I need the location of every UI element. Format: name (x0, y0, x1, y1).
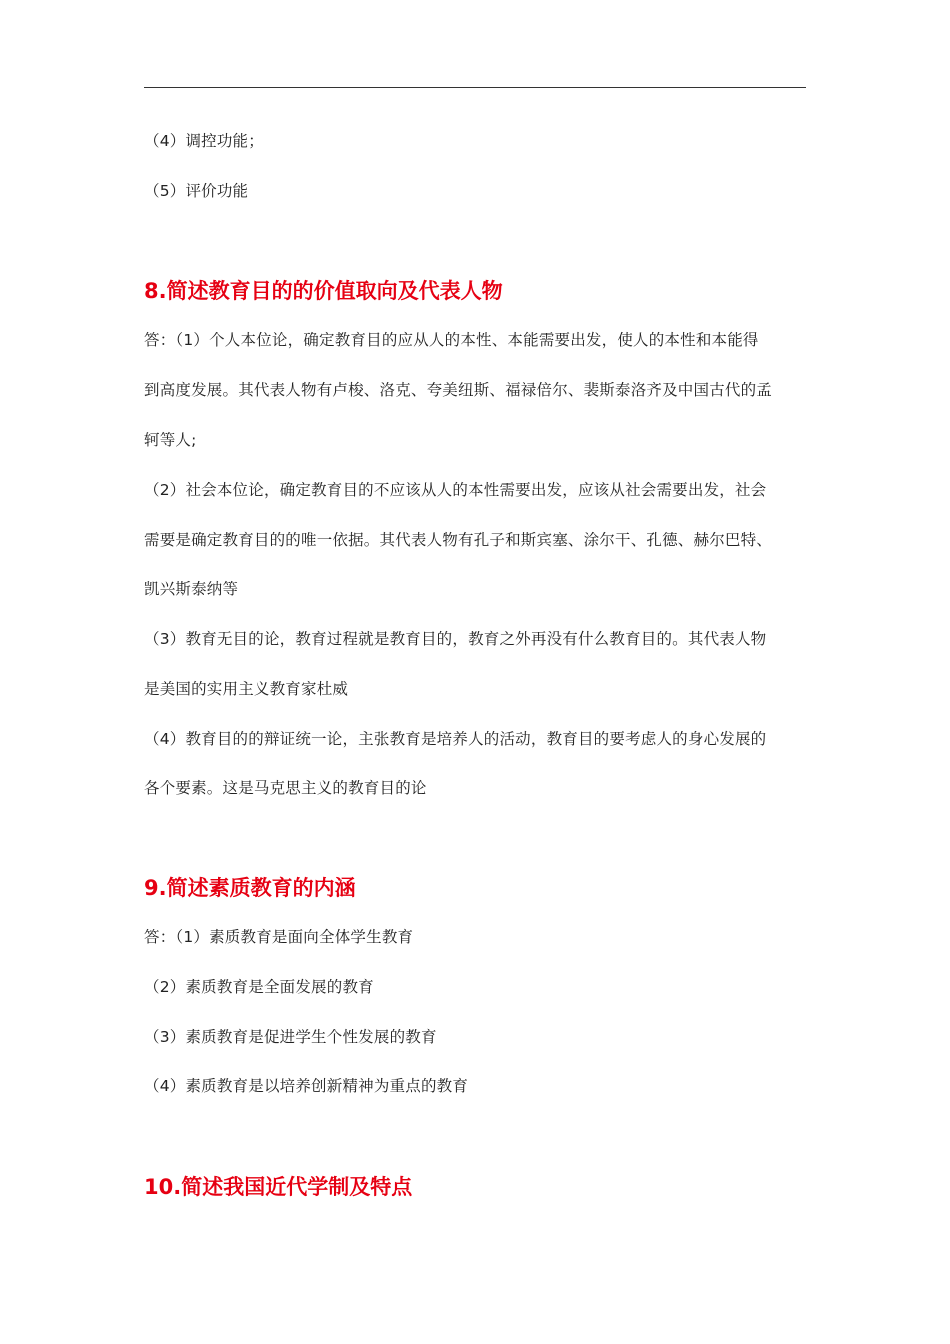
intro-item-4: （4）调控功能； (144, 132, 264, 150)
section-9-line: （4）素质教育是以培养创新精神为重点的教育 (144, 1077, 469, 1095)
section-8-line: （2）社会本位论，确定教育目的不应该从人的本性需要出发，应该从社会需要出发，社会 (144, 481, 767, 499)
section-9-line: （3）素质教育是促进学生个性发展的教育 (144, 1028, 437, 1046)
section-8-line: （3）教育无目的论，教育过程就是教育目的，教育之外再没有什么教育目的。其代表人物 (144, 630, 767, 648)
section-8-line: 凯兴斯泰纳等 (144, 580, 239, 598)
section-9-line: （2）素质教育是全面发展的教育 (144, 978, 374, 996)
section-8-line: 需要是确定教育目的的唯一依据。其代表人物有孔子和斯宾塞、涂尔干、孔德、赫尔巴特、 (144, 531, 773, 549)
section-8-title: 8.简述教育目的的价值取向及代表人物 (144, 279, 503, 303)
section-8-line: 到高度发展。其代表人物有卢梭、洛克、夸美纽斯、福禄倍尔、裴斯泰洛齐及中国古代的孟 (144, 381, 773, 399)
section-8-line: 轲等人; (144, 431, 197, 449)
section-8-line: 答：（1）个人本位论，确定教育目的应从人的本性、本能需要出发，使人的本性和本能得 (144, 331, 759, 349)
section-9-title: 9.简述素质教育的内涵 (144, 876, 356, 900)
section-8-line: 各个要素。这是马克思主义的教育目的论 (144, 779, 427, 797)
section-8-line: （4）教育目的的辩证统一论，主张教育是培养人的活动，教育目的要考虑人的身心发展的 (144, 730, 767, 748)
section-9-line: 答：（1）素质教育是面向全体学生教育 (144, 928, 414, 946)
section-10-title: 10.简述我国近代学制及特点 (144, 1175, 413, 1199)
header-rule (144, 87, 806, 88)
intro-item-5: （5）评价功能 (144, 182, 249, 200)
section-8-line: 是美国的实用主义教育家杜威 (144, 680, 349, 698)
